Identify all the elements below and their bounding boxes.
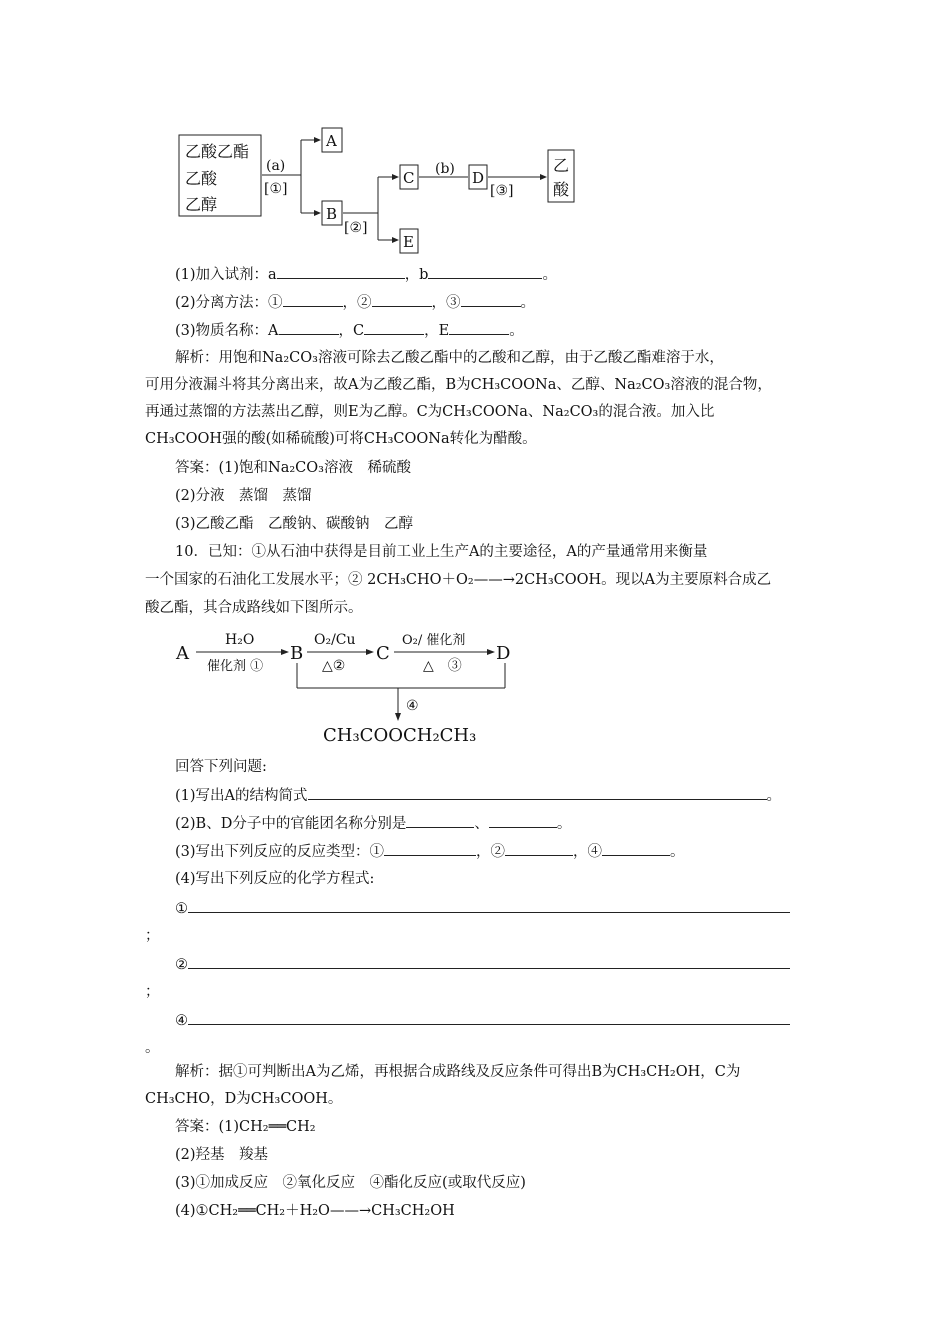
equation-blank[interactable] xyxy=(188,1010,790,1025)
answer-blank[interactable] xyxy=(461,292,521,307)
q10-answer-line: (4)①CH₂══CH₂＋H₂O——→CH₃CH₂OH xyxy=(175,1203,455,1219)
route-arrowhead-4 xyxy=(395,713,401,721)
q10-stem-line: 10．已知：①从石油中获得是目前工业上生产A的主要途径，A的产量通常用来衡量 xyxy=(175,544,708,560)
q10-answer-line: (3)①加成反应 ②氧化反应 ④酯化反应(或取代反应) xyxy=(175,1175,526,1191)
q9-part1-label-a: (1)加入试剂：a xyxy=(175,267,277,283)
q9-part3-label-c: ，E xyxy=(424,323,450,339)
q9-answer-line: (2)分液 蒸馏 蒸馏 xyxy=(175,488,312,504)
arrowhead-B xyxy=(314,210,321,216)
q10-part1-label: (1)写出A的结构简式 xyxy=(175,788,308,804)
route-reagent-2: O₂/Cu xyxy=(314,632,356,648)
q10-part4: (4)写出下列反应的化学方程式: xyxy=(175,871,375,887)
route-node-B: B xyxy=(290,643,304,664)
period: 。 xyxy=(520,295,536,311)
period: 。 xyxy=(509,323,524,339)
q9-analysis-line: 解析：用饱和Na₂CO₃溶液可除去乙酸乙酯中的乙酸和乙醇，由于乙酸乙酯难溶于水， xyxy=(175,350,724,366)
node-C: C xyxy=(403,169,415,187)
q9-part3 xyxy=(175,320,524,341)
period: 。 xyxy=(766,788,782,804)
q9-analysis-line: CH₃COOH强的酸(如稀硫酸)可将CH₃COONa转化为醋酸。 xyxy=(145,431,537,447)
period: 。 xyxy=(542,267,557,283)
semicolon: ； xyxy=(145,984,160,1000)
q9-analysis-line: 可用分液漏斗将其分离出来，故A为乙酸乙酯，B为CH₃COONa、乙醇、Na₂CO₃溶液的混合物， xyxy=(145,377,772,393)
arrowhead-C xyxy=(392,174,399,180)
q10-part3 xyxy=(175,841,685,862)
mixture-item: 乙酸乙酯 xyxy=(185,142,250,161)
answer-blank[interactable] xyxy=(505,841,573,856)
q10-part2 xyxy=(175,813,571,834)
step-3-label: [③] xyxy=(490,183,514,199)
q10-part3-label-a: (3)写出下列反应的反应类型：① xyxy=(175,844,385,860)
semicolon: ； xyxy=(145,928,160,944)
product-char: 乙 xyxy=(553,156,570,175)
product-char: 酸 xyxy=(553,180,570,199)
q9-answer-line: (3)乙酸乙酯 乙酸钠、碳酸钠 乙醇 xyxy=(175,516,414,532)
node-D: D xyxy=(472,169,485,187)
step-a-label: [①] xyxy=(264,181,288,197)
q10-stem-line: 酸乙酯，其合成路线如下图所示。 xyxy=(145,600,363,616)
route-condition-2: △② xyxy=(322,658,346,674)
equation-line xyxy=(175,954,790,975)
route-node-A: A xyxy=(176,643,189,664)
period: 。 xyxy=(670,844,685,860)
q10-part2-label: (2)B、D分子中的官能团名称分别是 xyxy=(175,816,407,832)
separator: 、 xyxy=(474,816,489,832)
q9-part1 xyxy=(175,264,557,285)
q9-part2-label-b: ，② xyxy=(342,295,372,311)
route-condition-1: 催化剂 ① xyxy=(207,659,264,674)
answer-blank[interactable] xyxy=(372,292,432,307)
q9-part2-label-c: ，③ xyxy=(431,295,461,311)
answer-blank[interactable] xyxy=(384,841,476,856)
answer-blank[interactable] xyxy=(364,320,424,335)
equation-label: ① xyxy=(175,901,188,917)
equation-label: ④ xyxy=(175,1013,188,1029)
q9-part2 xyxy=(175,292,535,313)
q9-answer-line: 答案：(1)饱和Na₂CO₃溶液 稀硫酸 xyxy=(175,460,411,476)
route-arrowhead-2 xyxy=(366,649,374,655)
answer-blank[interactable] xyxy=(406,813,474,828)
answer-blank[interactable] xyxy=(602,841,670,856)
answer-blank[interactable] xyxy=(308,785,767,800)
answer-blank[interactable] xyxy=(279,320,339,335)
synthesis-route-diagram xyxy=(0,625,950,750)
route-arrowhead-3 xyxy=(487,649,495,655)
q9-analysis-line: 再通过蒸馏的方法蒸出乙醇，则E为乙醇。C为CH₃COONa、Na₂CO₃的混合液。加入比 xyxy=(145,404,715,420)
route-condition-3: △ ③ xyxy=(423,658,462,674)
q9-part2-label-a: (2)分离方法：① xyxy=(175,295,283,311)
q10-part3-label-b: ，② xyxy=(476,844,506,860)
route-product: CH₃COOCH₂CH₃ xyxy=(323,725,477,746)
equation-blank[interactable] xyxy=(188,898,790,913)
mixture-item: 乙醇 xyxy=(185,195,218,214)
answer-blank[interactable] xyxy=(283,292,343,307)
node-A: A xyxy=(326,132,337,150)
arrowhead-product xyxy=(540,174,547,180)
route-reagent-1: H₂O xyxy=(225,632,255,648)
q10-answer-line: 答案：(1)CH₂══CH₂ xyxy=(175,1119,316,1135)
answer-blank[interactable] xyxy=(449,320,509,335)
q10-stem-line: 一个国家的石油化工发展水平；② 2CH₃CHO＋O₂——→2CH₃COOH。现以A为主要原料合成乙 xyxy=(145,572,772,588)
node-B: B xyxy=(326,205,338,223)
answer-blank[interactable] xyxy=(428,264,542,279)
answer-blank[interactable] xyxy=(277,264,405,279)
q10-answer-line: (2)羟基 羧基 xyxy=(175,1147,269,1163)
route-node-C: C xyxy=(376,643,390,664)
step-b-reagent: (b) xyxy=(435,161,455,177)
q10-part3-label-c: ，④ xyxy=(573,844,603,860)
answer-blank[interactable] xyxy=(489,813,557,828)
q9-part3-label-a: (3)物质名称：A xyxy=(175,323,279,339)
q9-part1-label-b: ，b xyxy=(404,267,429,283)
step-a-reagent: (a) xyxy=(266,158,286,174)
equation-blank[interactable] xyxy=(188,954,790,969)
node-E: E xyxy=(403,233,414,251)
route-node-D: D xyxy=(496,643,511,664)
equation-label: ② xyxy=(175,957,188,973)
q9-part3-label-b: ，C xyxy=(338,323,365,339)
arrowhead-E xyxy=(392,237,399,243)
equation-line xyxy=(175,898,790,919)
period: 。 xyxy=(556,816,572,832)
q10-part1 xyxy=(175,785,781,806)
q10-prompt: 回答下列问题: xyxy=(175,759,267,775)
q10-analysis-line: CH₃CHO，D为CH₃COOH。 xyxy=(145,1091,343,1107)
route-step-4: ④ xyxy=(406,698,419,714)
route-arrowhead-1 xyxy=(281,649,289,655)
period-line: 。 xyxy=(145,1040,160,1056)
mixture-item: 乙酸 xyxy=(185,169,218,188)
step-2-label: [②] xyxy=(344,220,368,236)
route-reagent-3: O₂/ 催化剂 xyxy=(402,633,466,648)
equation-line xyxy=(175,1010,790,1031)
arrowhead-A xyxy=(314,137,321,143)
q10-analysis-line: 解析：据①可判断出A为乙烯，再根据合成路线及反应条件可得出B为CH₃CH₂OH，C为 xyxy=(175,1064,741,1080)
